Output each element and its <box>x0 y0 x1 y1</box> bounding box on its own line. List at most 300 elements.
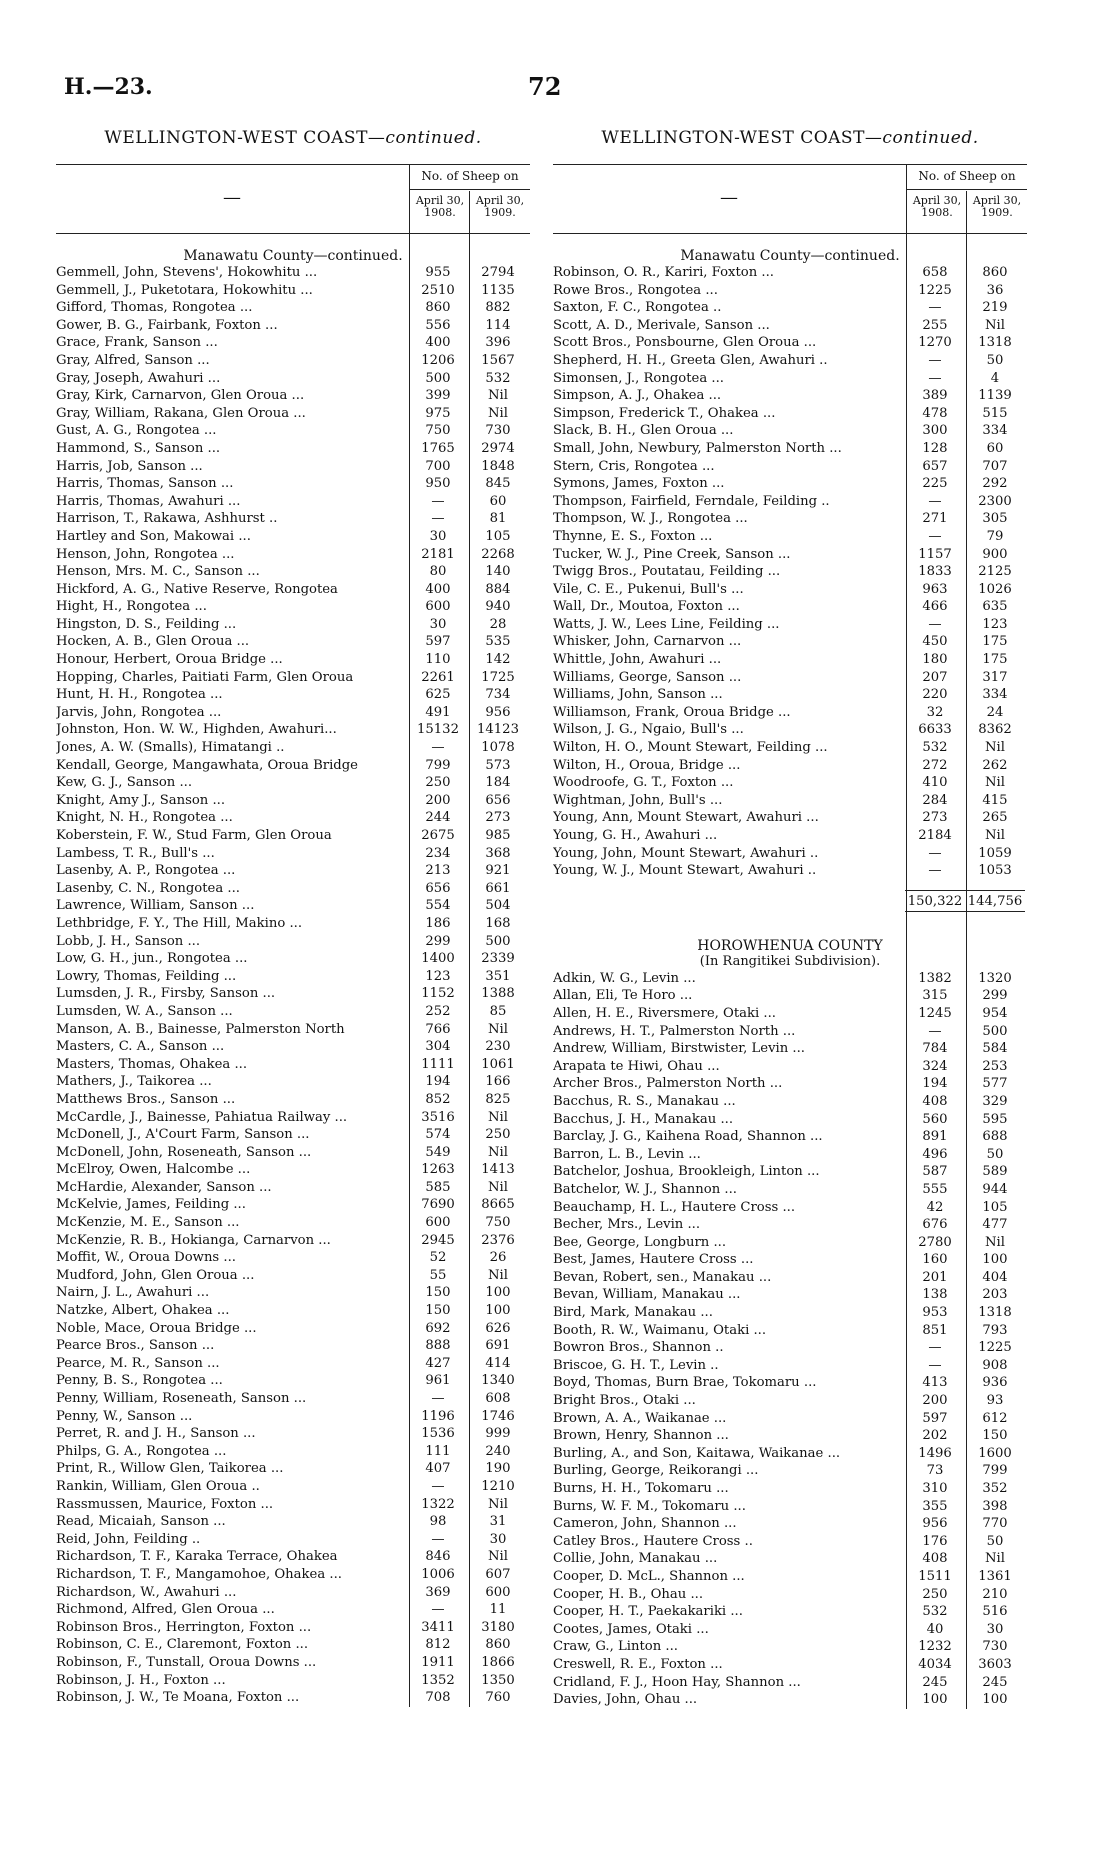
sheep-1908: 52 <box>429 1250 447 1266</box>
total-1908: 150,322 <box>905 890 965 912</box>
sheep-1908: — <box>928 845 942 861</box>
table-row <box>56 1372 530 1390</box>
sheep-1908: — <box>928 616 942 632</box>
owner-name: Kendall, George, Mangawhata, Oroua Bridge <box>56 757 358 773</box>
sheep-1909: 24 <box>986 704 1004 720</box>
sheep-1908: 658 <box>922 265 948 280</box>
table-row <box>553 1691 1027 1709</box>
table-row <box>56 1443 530 1461</box>
sheep-1908: 2510 <box>421 282 455 298</box>
owner-name: Scott, A. D., Merivale, Sanson ... <box>553 317 770 333</box>
owner-name: Williams, George, Sanson ... <box>553 669 742 685</box>
sheep-1908: — <box>928 1023 942 1039</box>
left-column <box>56 128 530 1707</box>
sheep-1908: 80 <box>429 564 447 580</box>
sheep-1908: 3411 <box>421 1619 455 1635</box>
owner-name: Robinson, J. H., Foxton ... <box>56 1672 226 1688</box>
owner-name: Lobb, J. H., Sanson ... <box>56 933 201 949</box>
sheep-1909: 1725 <box>481 669 515 685</box>
sheep-1908: — <box>928 300 942 316</box>
sheep-1909: 1078 <box>481 740 515 756</box>
table-row <box>553 370 1027 388</box>
sheep-1909: 750 <box>485 1215 511 1231</box>
sheep-1909: 845 <box>485 476 511 492</box>
owner-name: Richardson, W., Awahuri ... <box>56 1584 237 1600</box>
owner-name: Woodroofe, G. T., Foxton ... <box>553 775 734 791</box>
sheep-1908: 272 <box>922 757 948 773</box>
sheep-1908: 30 <box>429 616 447 632</box>
owner-name: Williamson, Frank, Oroua Bridge ... <box>553 704 791 720</box>
owner-name: Young, G. H., Awahuri ... <box>553 828 718 843</box>
table-row <box>553 493 1027 511</box>
owner-name: Andrew, William, Birstwister, Levin ... <box>553 1041 806 1057</box>
sheep-1909: 100 <box>485 1303 511 1319</box>
owner-name: Cooper, H. T., Paekakariki ... <box>553 1604 743 1620</box>
sheep-1908: 427 <box>425 1355 451 1371</box>
sheep-1909: 26 <box>489 1250 507 1266</box>
table-row <box>553 440 1027 458</box>
sheep-1909: 60 <box>986 440 1004 456</box>
sheep-1909: 1318 <box>978 335 1012 351</box>
owner-name: Lumsden, W. A., Sanson ... <box>56 1003 233 1019</box>
sheep-1908: 953 <box>922 1305 948 1321</box>
sheep-1908: 574 <box>425 1127 451 1143</box>
sheep-1908: 310 <box>922 1481 948 1496</box>
sheep-1909: 414 <box>485 1355 511 1371</box>
table-row <box>553 1392 1027 1410</box>
table-row <box>553 563 1027 581</box>
page-ref: H.—23. <box>64 74 153 100</box>
sheep-1909: Nil <box>488 1496 508 1512</box>
table-row <box>553 405 1027 423</box>
owner-name: Catley Bros., Hautere Cross .. <box>553 1533 753 1549</box>
sheep-1908: 560 <box>922 1111 948 1127</box>
owner-name: Hight, H., Rongotea ... <box>56 599 207 615</box>
sheep-1908: — <box>928 863 942 879</box>
table-row <box>553 264 1027 282</box>
sheep-1909: Nil <box>985 1234 1005 1250</box>
sheep-1909: 607 <box>485 1566 511 1582</box>
owner-name: Robinson, C. E., Claremont, Foxton ... <box>56 1637 309 1653</box>
owner-name: Wilton, H., Oroua, Bridge ... <box>553 757 741 773</box>
sheep-1909: 600 <box>485 1584 511 1600</box>
owner-name: Allan, Eli, Te Horo ... <box>553 988 693 1004</box>
owner-name: Lasenby, C. N., Rongotea ... <box>56 880 240 896</box>
sheep-1909: 317 <box>982 669 1008 685</box>
table-row <box>553 1234 1027 1252</box>
table-row <box>56 598 530 616</box>
sheep-1908: 700 <box>425 458 451 474</box>
table-row <box>553 1093 1027 1111</box>
sheep-1909: 396 <box>485 335 511 351</box>
table-row <box>56 739 530 757</box>
table-row <box>56 1196 530 1214</box>
owner-name: Rankin, William, Glen Oroua .. <box>56 1478 260 1494</box>
table-row <box>553 1445 1027 1463</box>
sheep-1909: 2300 <box>978 493 1012 509</box>
owner-name: Thompson, W. J., Rongotea ... <box>553 511 748 527</box>
sheep-1909: 245 <box>982 1674 1008 1690</box>
owner-name: Bird, Mark, Manakau ... <box>553 1305 713 1321</box>
sheep-1908: 1232 <box>918 1639 952 1655</box>
sheep-1909: 760 <box>485 1690 511 1706</box>
right-column <box>553 128 1027 1709</box>
owner-name: Barron, L. B., Levin ... <box>553 1146 701 1162</box>
sheep-1908: 255 <box>922 317 948 333</box>
owner-name: Wall, Dr., Moutoa, Foxton ... <box>553 599 740 615</box>
table-row <box>553 334 1027 352</box>
table-row <box>553 1322 1027 1340</box>
sheep-1908: 1006 <box>421 1566 455 1582</box>
table-row <box>553 1075 1027 1093</box>
table-row <box>553 1427 1027 1445</box>
table-row <box>553 299 1027 317</box>
sheep-1908: 73 <box>926 1463 944 1479</box>
owner-name: Lasenby, A. P., Rongotea ... <box>56 863 236 879</box>
table-row <box>553 387 1027 405</box>
table-row <box>56 264 530 282</box>
sheep-1908: 110 <box>425 652 451 668</box>
sheep-1908: 315 <box>922 988 948 1004</box>
sheep-1908: 956 <box>922 1516 948 1532</box>
table-row <box>553 1005 1027 1023</box>
owner-name: Bacchus, J. H., Manakau ... <box>553 1111 734 1127</box>
owner-name: Watts, J. W., Lees Line, Feilding ... <box>553 616 780 632</box>
sheep-1908: 1496 <box>918 1445 952 1461</box>
sheep-1908: 244 <box>425 810 451 826</box>
owner-name: Moffit, W., Oroua Downs ... <box>56 1250 236 1266</box>
owner-name: Simonsen, J., Rongotea ... <box>553 370 724 386</box>
table-row <box>553 1603 1027 1621</box>
table-row <box>56 757 530 775</box>
sheep-1908: 1196 <box>421 1408 455 1424</box>
owner-name: Simpson, Frederick T., Ohakea ... <box>553 405 776 421</box>
sheep-1908: 625 <box>425 687 451 703</box>
sheep-1909: 589 <box>982 1164 1008 1180</box>
sheep-1909: 882 <box>485 300 511 316</box>
sheep-1909: 2268 <box>481 546 515 562</box>
sheep-1908: 2184 <box>918 828 952 843</box>
sheep-1908: 245 <box>922 1674 948 1690</box>
sheep-1908: — <box>431 1531 445 1547</box>
sheep-1909: 50 <box>986 1533 1004 1549</box>
sheep-1908: 201 <box>922 1269 948 1285</box>
table-row <box>56 633 530 651</box>
owner-name: Barclay, J. G., Kaihena Road, Shannon ... <box>553 1129 823 1145</box>
sheep-1908: 888 <box>425 1338 451 1354</box>
table-row <box>553 809 1027 827</box>
owner-name: Hingston, D. S., Feilding ... <box>56 616 237 632</box>
owner-name: Williams, John, Sanson ... <box>553 687 723 703</box>
sheep-1909: 656 <box>485 792 511 808</box>
sheep-1909: 1320 <box>978 970 1012 986</box>
sheep-1909: 730 <box>982 1639 1008 1655</box>
sheep-1908: 961 <box>425 1373 451 1389</box>
sheep-1909: Nil <box>488 1267 508 1283</box>
sheep-1909: 1061 <box>481 1056 515 1072</box>
column-title <box>56 128 530 154</box>
table-row <box>553 1111 1027 1129</box>
owner-name: Hunt, H. H., Rongotea ... <box>56 687 223 703</box>
table-row <box>553 1515 1027 1533</box>
table-row <box>553 616 1027 634</box>
owner-name: Allen, H. E., Riversmere, Otaki ... <box>553 1005 776 1021</box>
owner-name: Manson, A. B., Bainesse, Palmerston North <box>56 1021 345 1037</box>
sheep-1909: 595 <box>982 1111 1008 1127</box>
sheep-1909: 825 <box>485 1091 511 1107</box>
owner-name: Pearce Bros., Sanson ... <box>56 1338 215 1354</box>
owner-name: Simpson, A. J., Ohakea ... <box>553 388 722 404</box>
sheep-1909: Nil <box>488 1021 508 1037</box>
table-row <box>56 915 530 933</box>
sheep-1909: 1059 <box>978 845 1012 861</box>
sheep-1909: 1413 <box>481 1162 515 1178</box>
table-row <box>56 1038 530 1056</box>
sheep-1908: 2675 <box>421 828 455 843</box>
table-row <box>56 1513 530 1531</box>
sheep-1908: 1400 <box>421 951 455 967</box>
sheep-1909: Nil <box>985 828 1005 843</box>
sheep-1909: 230 <box>485 1039 511 1055</box>
sheep-1909: 31 <box>489 1514 507 1530</box>
sheep-1909: Nil <box>488 1179 508 1195</box>
sheep-1908: 556 <box>425 317 451 333</box>
sheep-1908: — <box>431 1478 445 1494</box>
owner-name: Lethbridge, F. Y., The Hill, Makino ... <box>56 915 303 931</box>
sheep-1909: 1053 <box>978 863 1012 879</box>
table-row <box>56 1460 530 1478</box>
owner-name: Shepherd, H. H., Greeta Glen, Awahuri .. <box>553 352 828 368</box>
table-row <box>553 475 1027 493</box>
sheep-1908: 250 <box>922 1586 948 1602</box>
owner-name: Twigg Bros., Poutatau, Feilding ... <box>553 564 781 580</box>
owner-name: Johnston, Hon. W. W., Highden, Awahuri... <box>56 722 337 738</box>
table-row <box>56 651 530 669</box>
owner-name: Jarvis, John, Rongotea ... <box>56 704 222 720</box>
sheep-1909: 584 <box>982 1041 1008 1057</box>
sheep-1909: 515 <box>982 405 1008 421</box>
sheep-1908: 271 <box>922 511 948 527</box>
owner-name: Whisker, John, Carnarvon ... <box>553 634 742 650</box>
sheep-1909: 2125 <box>978 564 1012 580</box>
table-row <box>56 1302 530 1320</box>
table-row <box>56 1091 530 1109</box>
sheep-1908: 600 <box>425 599 451 615</box>
owner-name: Whittle, John, Awahuri ... <box>553 652 722 668</box>
sheep-1908: 549 <box>425 1144 451 1160</box>
sheep-1909: 184 <box>485 775 511 791</box>
sheep-1909: 273 <box>485 810 511 826</box>
table-row <box>553 1216 1027 1234</box>
sheep-1909: 1135 <box>481 282 515 298</box>
title-main: WELLINGTON-WEST COAST— <box>104 128 386 148</box>
table-row <box>553 1638 1027 1656</box>
table-row <box>56 669 530 687</box>
table-row <box>553 1374 1027 1392</box>
table-row <box>56 563 530 581</box>
owner-name: Stern, Cris, Rongotea ... <box>553 458 715 474</box>
sheep-1909: 2339 <box>481 951 515 967</box>
owner-name: Cridland, F. J., Hoon Hay, Shannon ... <box>553 1674 801 1690</box>
table-row <box>56 581 530 599</box>
sheep-1908: 1111 <box>421 1056 455 1072</box>
sheep-1908: 408 <box>922 1551 948 1567</box>
sheep-1909: 85 <box>489 1003 507 1019</box>
sheep-1909: 93 <box>986 1393 1004 1409</box>
sheep-1908: 1322 <box>421 1496 455 1512</box>
sheep-1908: — <box>431 1602 445 1618</box>
table-row <box>553 1674 1027 1692</box>
table-row <box>553 1480 1027 1498</box>
table-row <box>56 1109 530 1127</box>
sheep-1909: 635 <box>982 599 1008 615</box>
sheep-1909: 1600 <box>978 1445 1012 1461</box>
sheep-1908: 657 <box>922 458 948 474</box>
owner-name: Best, James, Hautere Cross ... <box>553 1252 754 1268</box>
table-row <box>553 1357 1027 1375</box>
sheep-1909: 730 <box>485 423 511 439</box>
owner-name: Scott Bros., Ponsbourne, Glen Oroua ... <box>553 335 817 351</box>
owner-name: Bevan, William, Manakau ... <box>553 1287 741 1303</box>
sheep-1909: 262 <box>982 757 1008 773</box>
table-row <box>56 616 530 634</box>
sheep-1908: 852 <box>425 1091 451 1107</box>
sheep-1909: 175 <box>982 652 1008 668</box>
table-row <box>56 1672 530 1690</box>
owner-name: McKelvie, James, Feilding ... <box>56 1197 246 1213</box>
sheep-1909: 626 <box>485 1320 511 1336</box>
table-row <box>553 1199 1027 1217</box>
table-row <box>56 985 530 1003</box>
table-row <box>553 581 1027 599</box>
owner-name: Rassmussen, Maurice, Foxton ... <box>56 1496 274 1512</box>
owner-name: Boyd, Thomas, Burn Brae, Tokomaru ... <box>553 1375 817 1391</box>
table-row <box>56 845 530 863</box>
owner-name: Rowe Bros., Rongotea ... <box>553 282 718 298</box>
sheep-1908: 299 <box>425 933 451 949</box>
owner-name: Robinson, J. W., Te Moana, Foxton ... <box>56 1690 300 1706</box>
sheep-1909: 404 <box>982 1269 1008 1285</box>
sheep-1908: 784 <box>922 1041 948 1057</box>
owner-name: Natzke, Albert, Ohakea ... <box>56 1303 230 1319</box>
table-row <box>56 1021 530 1039</box>
sheep-1908: 860 <box>425 300 451 316</box>
sheep-1909: 793 <box>982 1322 1008 1338</box>
col-1909-header: April 30, 1909. <box>475 194 525 219</box>
sheep-1909: 8362 <box>978 722 1012 738</box>
owner-name: Richardson, T. F., Karaka Terrace, Ohakea <box>56 1549 338 1565</box>
sheep-1909: 100 <box>982 1252 1008 1268</box>
owner-name: Bee, George, Longburn ... <box>553 1234 727 1250</box>
table-row <box>56 475 530 493</box>
sheep-1909: Nil <box>985 317 1005 333</box>
group-header: No. of Sheep on <box>421 169 519 183</box>
sheep-1909: Nil <box>985 740 1005 756</box>
table-row <box>56 1408 530 1426</box>
sheep-1909: 577 <box>982 1076 1008 1092</box>
owner-name: Koberstein, F. W., Stud Farm, Glen Oroua <box>56 828 332 843</box>
sheep-1909: 500 <box>485 933 511 949</box>
sheep-1909: 2974 <box>481 440 515 456</box>
table-row <box>553 757 1027 775</box>
section-heading: HOROWHENUA COUNTY <box>697 937 883 954</box>
sheep-1909: 166 <box>485 1074 511 1090</box>
sheep-1909: 30 <box>489 1531 507 1547</box>
section-subheading: (In Rangitikei Subdivision). <box>699 953 881 969</box>
sheep-1909: 142 <box>485 652 511 668</box>
title-main: WELLINGTON-WEST COAST— <box>601 128 883 148</box>
sheep-1908: 2945 <box>421 1232 455 1248</box>
table-row <box>553 792 1027 810</box>
owner-name: Burling, George, Reikorangi ... <box>553 1463 759 1479</box>
sheep-1908: 585 <box>425 1179 451 1195</box>
sheep-1908: 300 <box>922 423 948 439</box>
sheep-1909: 8665 <box>481 1197 515 1213</box>
table-row <box>553 1568 1027 1586</box>
owner-name: Thynne, E. S., Foxton ... <box>553 528 713 544</box>
table-row <box>56 334 530 352</box>
owner-name: Tucker, W. J., Pine Creek, Sanson ... <box>553 546 791 562</box>
table-row <box>56 493 530 511</box>
sheep-1908: 812 <box>425 1637 451 1653</box>
sheep-1909: 190 <box>485 1461 511 1477</box>
owner-name: Briscoe, G. H. T., Levin .. <box>553 1357 719 1373</box>
total-1909: 144,756 <box>965 890 1025 912</box>
owner-name: Mathers, J., Taikorea ... <box>56 1074 212 1090</box>
owner-name: Collie, John, Manakau ... <box>553 1551 718 1567</box>
table-row <box>56 1355 530 1373</box>
owner-name: Grace, Frank, Sanson ... <box>56 335 218 351</box>
total-row <box>553 890 1027 912</box>
owner-name: Hammond, S., Sanson ... <box>56 440 221 456</box>
table-row <box>56 458 530 476</box>
sheep-1909: 2376 <box>481 1232 515 1248</box>
sheep-1908: 597 <box>425 634 451 650</box>
table-row <box>553 987 1027 1005</box>
owner-name: Robinson, F., Tunstall, Oroua Downs ... <box>56 1654 317 1670</box>
sheep-1908: 15132 <box>417 722 459 738</box>
table-row <box>56 1531 530 1549</box>
table-row <box>553 458 1027 476</box>
table-row <box>56 1425 530 1443</box>
owner-name: Hartley and Son, Makowai ... <box>56 528 251 544</box>
table-row <box>56 1496 530 1514</box>
owner-name: Wilton, H. O., Mount Stewart, Feilding ... <box>553 740 828 756</box>
table-row <box>56 510 530 528</box>
owner-name: Bright Bros., Otaki ... <box>553 1393 696 1409</box>
sheep-1909: 299 <box>982 988 1008 1004</box>
owner-name: Cootes, James, Otaki ... <box>553 1621 709 1637</box>
owner-name: Young, Ann, Mount Stewart, Awahuri ... <box>553 810 819 826</box>
sheep-1909: 352 <box>982 1481 1008 1496</box>
sheep-1908: — <box>431 740 445 756</box>
sheep-1909: 860 <box>982 265 1008 280</box>
sheep-1909: 14123 <box>477 722 519 738</box>
sheep-1908: 1536 <box>421 1426 455 1442</box>
table-row <box>553 352 1027 370</box>
table-row <box>56 546 530 564</box>
sheep-1909: 114 <box>485 317 511 333</box>
table-row <box>553 282 1027 300</box>
table-row <box>56 317 530 335</box>
table-row <box>553 686 1027 704</box>
sheep-1909: 210 <box>982 1586 1008 1602</box>
sheep-1908: 250 <box>425 775 451 791</box>
sheep-1909: 734 <box>485 687 511 703</box>
owner-name: Gray, Alfred, Sanson ... <box>56 352 210 368</box>
table-row <box>56 1689 530 1707</box>
table-row <box>553 845 1027 863</box>
